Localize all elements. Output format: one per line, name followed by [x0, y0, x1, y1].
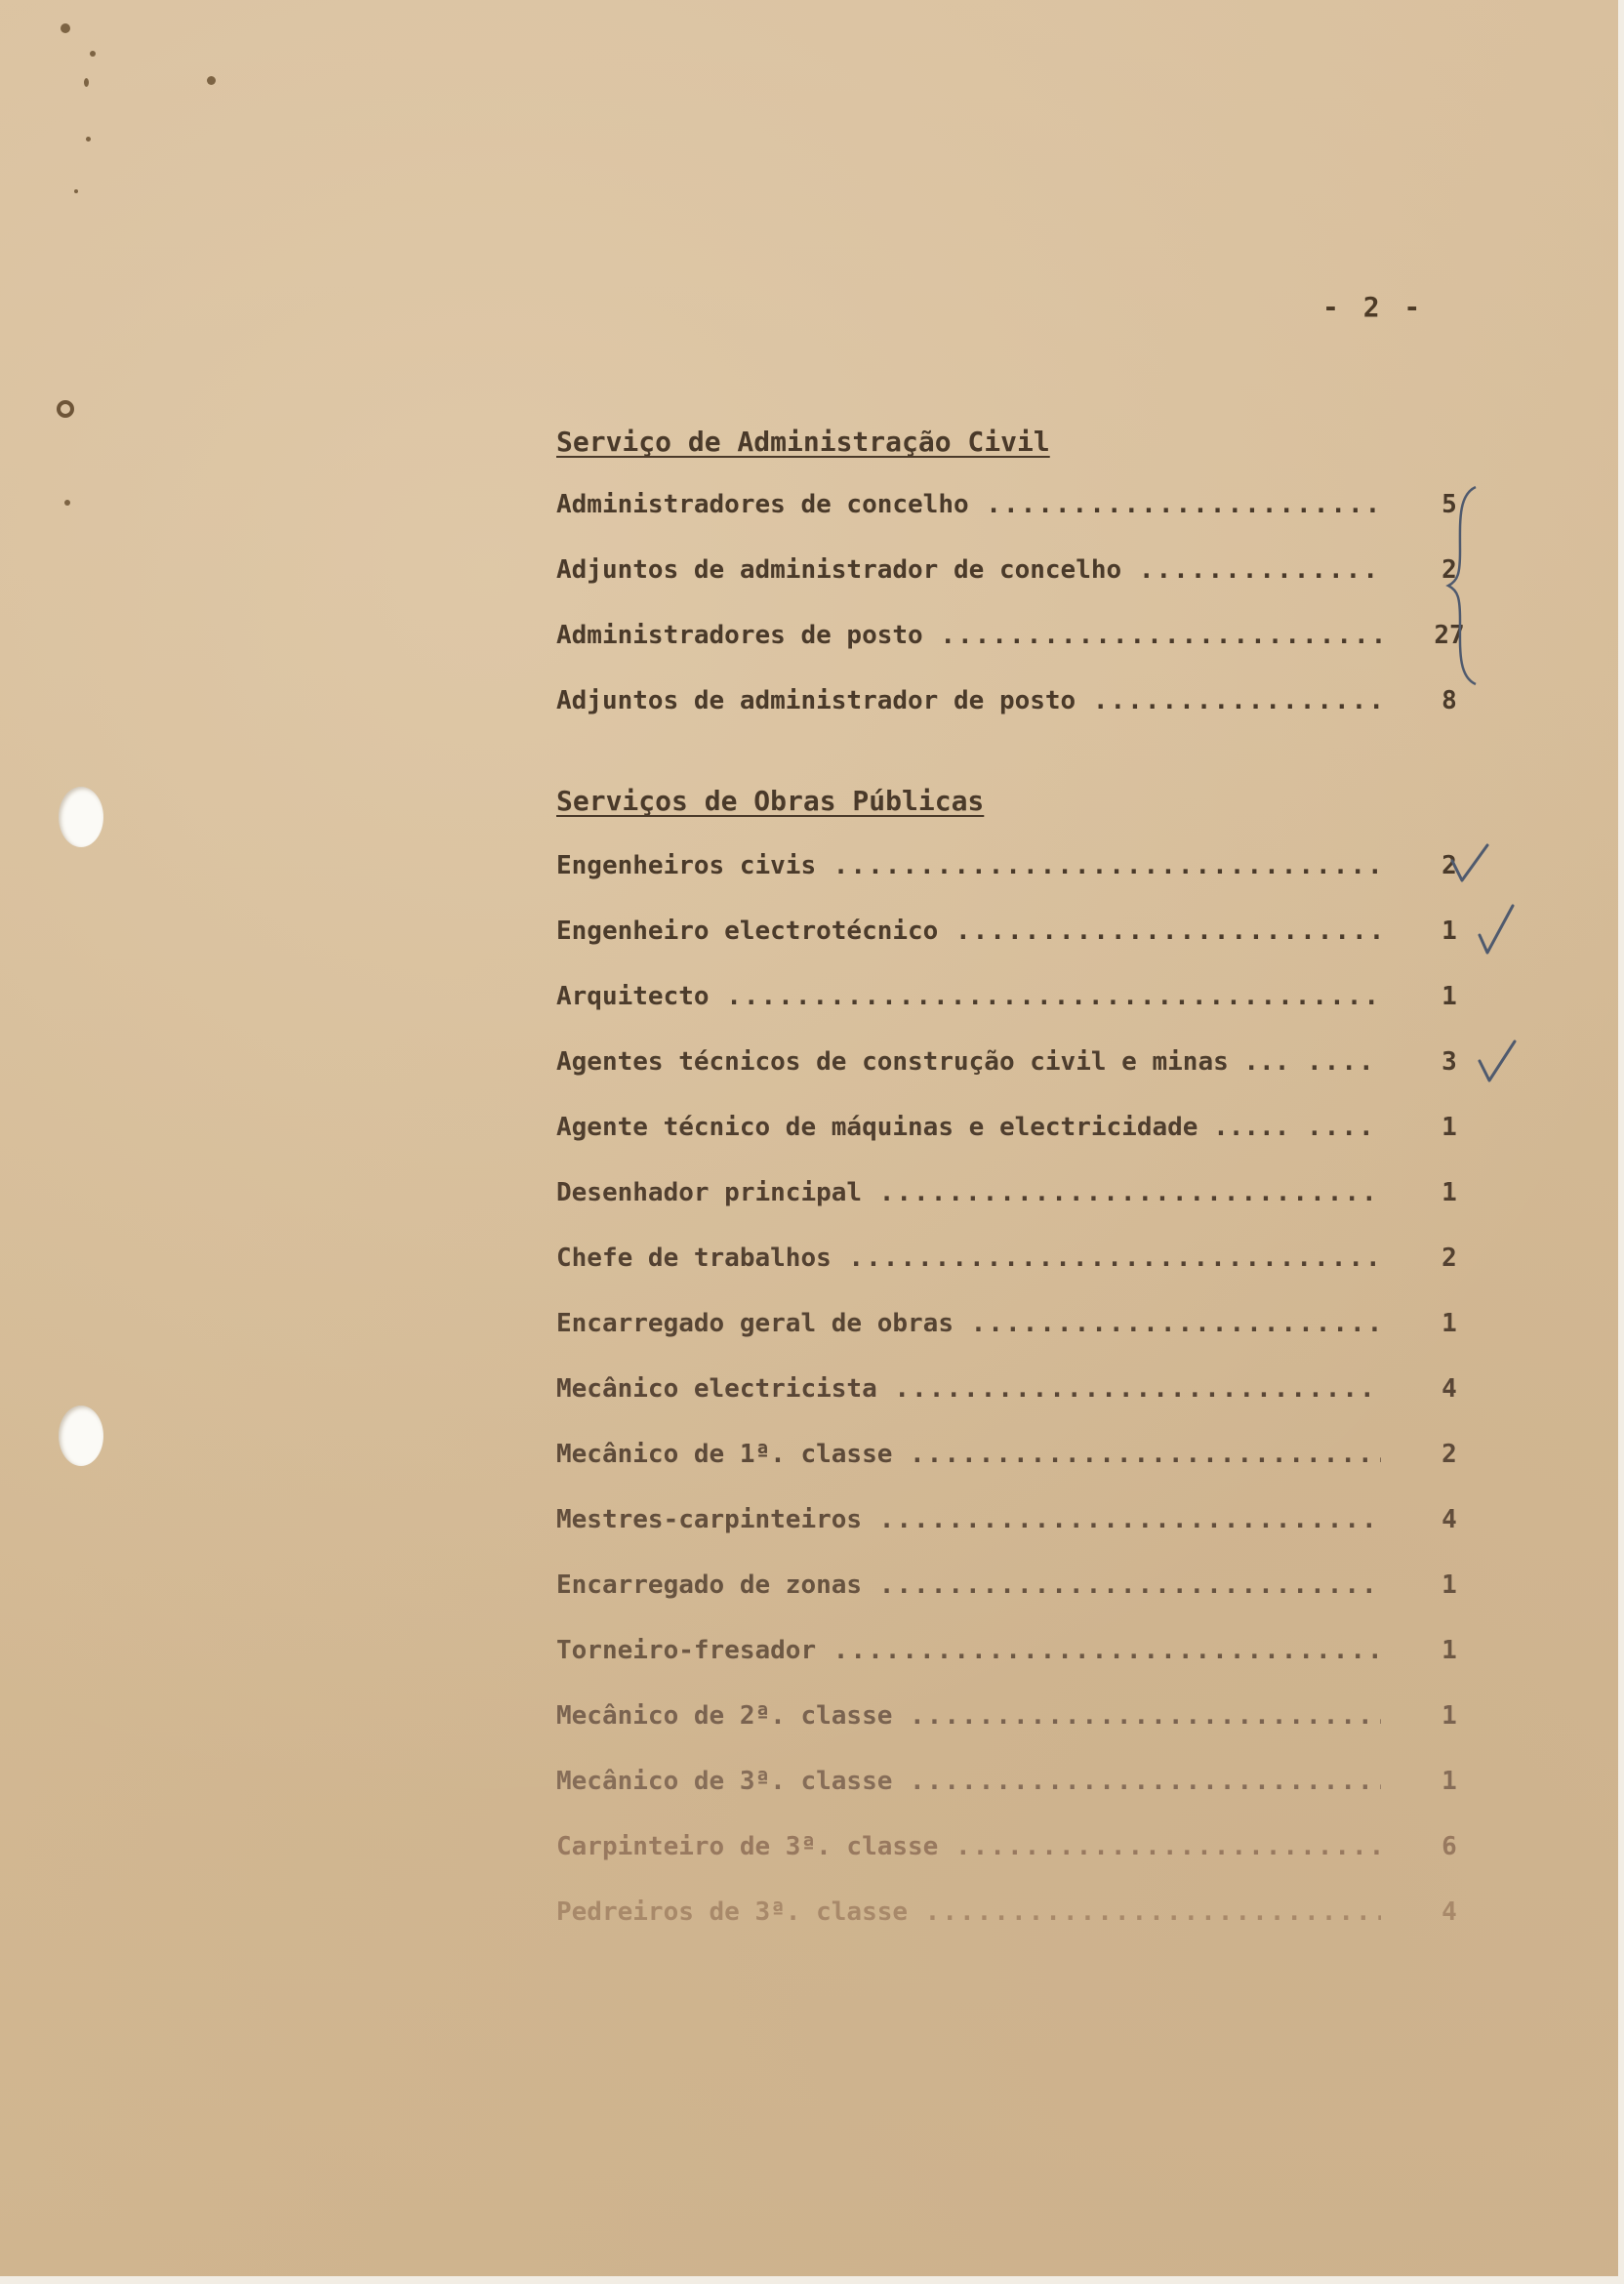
item-value: 4: [1441, 1374, 1457, 1404]
item-label: Agente técnico de máquinas e electricidade ..... .....: [556, 1113, 1381, 1142]
stain-speck: [74, 189, 78, 193]
list-item: [556, 917, 1483, 956]
item-label: Administradores de concelho .....: [556, 490, 1381, 519]
list-item: [556, 1244, 1483, 1283]
item-label: Desenhador principal .....: [556, 1178, 1381, 1207]
item-label: Pedreiros de 3ª. classe .....: [556, 1897, 1381, 1927]
list-item: [556, 1309, 1483, 1348]
item-value: 2: [1441, 851, 1457, 880]
stain-speck: [61, 23, 70, 33]
stain-speck: [207, 76, 216, 85]
item-label: Adjuntos de administrador de posto .....: [556, 686, 1381, 715]
stain-speck: [90, 51, 96, 57]
item-label: Mecânico de 1ª. classe .....: [556, 1440, 1381, 1469]
item-value: 1: [1441, 1636, 1457, 1665]
list-item: [556, 1701, 1483, 1740]
list-item: [556, 982, 1483, 1021]
stain-speck: [64, 500, 70, 506]
item-label: Mecânico de 2ª. classe .....: [556, 1701, 1381, 1731]
item-value: 8: [1441, 686, 1457, 715]
item-value: 1: [1441, 1767, 1457, 1796]
item-label: Carpinteiro de 3ª. classe .....: [556, 1832, 1381, 1861]
item-value: 4: [1441, 1505, 1457, 1534]
list-item: [556, 851, 1483, 890]
section-title-obras-publicas: Serviços de Obras Públicas: [556, 785, 985, 817]
section-title-administracao-civil: Serviço de Administração Civil: [556, 426, 1050, 458]
item-value: 3: [1441, 1047, 1457, 1077]
item-label: Arquitecto .....: [556, 982, 1381, 1011]
list-item: [556, 1570, 1483, 1610]
item-label: Administradores de posto .....: [556, 621, 1381, 650]
list-item: [556, 1113, 1483, 1152]
item-value: 2: [1441, 1440, 1457, 1469]
list-item: [556, 621, 1483, 660]
stain-speck: [84, 78, 89, 87]
item-label: Encarregado de zonas .....: [556, 1570, 1381, 1600]
item-label: Mestres-carpinteiros .....: [556, 1505, 1381, 1534]
item-value: 5: [1441, 490, 1457, 519]
list-item: [556, 1047, 1483, 1086]
punch-hole-lower: [59, 1406, 103, 1466]
item-value: 1: [1441, 1570, 1457, 1600]
item-value: 2: [1441, 555, 1457, 585]
item-value: 1: [1441, 1309, 1457, 1338]
item-value: 27: [1434, 621, 1465, 650]
item-value: 1: [1441, 917, 1457, 946]
list-item: [556, 1505, 1483, 1544]
item-label: Torneiro-fresador .....: [556, 1636, 1381, 1665]
item-value: 1: [1441, 1113, 1457, 1142]
list-item: [556, 1440, 1483, 1479]
item-label: Adjuntos de administrador de concelho .....: [556, 555, 1381, 585]
punch-hole-upper: [59, 787, 103, 847]
rust-mark: [57, 400, 74, 418]
item-value: 4: [1441, 1897, 1457, 1927]
list-item: [556, 1374, 1483, 1413]
item-value: 1: [1441, 1701, 1457, 1731]
paper-edge-bottom: [0, 2276, 1624, 2284]
list-item: [556, 1178, 1483, 1217]
list-item: [556, 490, 1483, 529]
list-item: [556, 555, 1483, 594]
check-mark-icon: [1476, 902, 1519, 958]
list-item: [556, 1832, 1483, 1871]
item-label: Encarregado geral de obras .....: [556, 1309, 1381, 1338]
list-item: [556, 686, 1483, 725]
item-label: Mecânico de 3ª. classe .....: [556, 1767, 1381, 1796]
check-mark-icon: [1476, 1038, 1519, 1086]
item-value: 1: [1441, 1178, 1457, 1207]
handwritten-brace: [1444, 483, 1483, 688]
list-item: [556, 1897, 1483, 1937]
item-label: Engenheiros civis .....: [556, 851, 1381, 880]
item-label: Mecânico electricista .....: [556, 1374, 1381, 1404]
item-label: Agentes técnicos de construção civil e minas ... .....: [556, 1047, 1381, 1077]
item-value: 2: [1441, 1244, 1457, 1273]
paper-edge-right: [1618, 0, 1624, 2284]
item-label: Engenheiro electrotécnico .....: [556, 917, 1381, 946]
check-mark-icon: [1448, 841, 1491, 886]
item-label: Chefe de trabalhos .....: [556, 1244, 1381, 1273]
list-item: [556, 1636, 1483, 1675]
stain-speck: [86, 137, 91, 142]
item-value: 6: [1441, 1832, 1457, 1861]
list-item: [556, 1767, 1483, 1806]
item-value: 1: [1441, 982, 1457, 1011]
page-number: - 2 -: [1322, 291, 1425, 323]
